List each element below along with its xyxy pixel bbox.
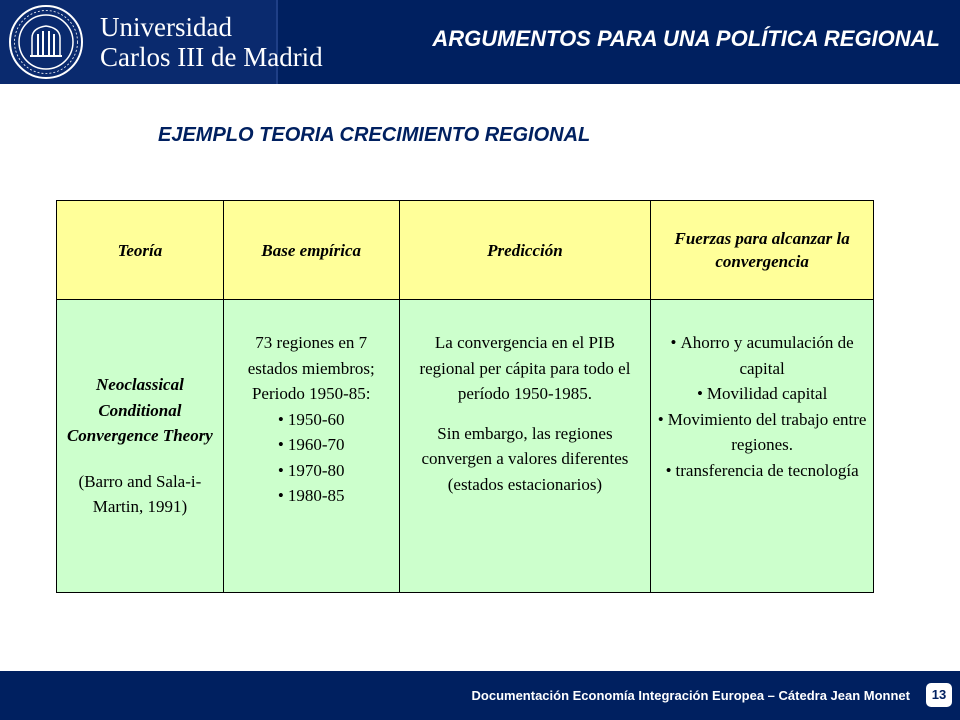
list-item [230, 458, 393, 484]
slide-title: ARGUMENTOS PARA UNA POLÍTICA REGIONAL [432, 26, 940, 51]
bullet-icon: • [277, 460, 284, 480]
list-item [230, 483, 393, 509]
page-number: 13 [926, 683, 952, 707]
period-list [230, 407, 393, 509]
bullet-icon: • [657, 409, 664, 429]
bullet-icon: • [670, 333, 677, 352]
university-seal-icon [8, 4, 84, 80]
table-header-row [57, 201, 874, 300]
header-base-empirica: Base empírica [223, 201, 399, 300]
theory-name: Neoclassical Conditional Convergence Theory [66, 375, 213, 446]
period-label: 1980-85 [287, 486, 345, 505]
header-teoria: Teoría [57, 201, 224, 300]
theory-cell [57, 300, 224, 593]
bullet-icon: • [277, 486, 284, 505]
university-logo [0, 0, 323, 84]
period-label: 1970-80 [287, 460, 345, 480]
prediction-paragraph-1: La convergencia en el PIB regional per cápita para todo el período 1950-1985. [419, 333, 631, 403]
university-name-line1: Universidad [100, 12, 232, 42]
bullet-icon: • [696, 384, 703, 403]
list-item [657, 407, 867, 458]
bullet-icon: • [665, 460, 672, 480]
force-label: Movilidad capital [706, 384, 828, 403]
period-label: 1960-70 [287, 435, 345, 454]
header-prediccion: Predicción [399, 201, 651, 300]
theory-reference: (Barro and Sala-i-Martin, 1991) [78, 471, 202, 517]
list-item [230, 407, 393, 433]
table-row [57, 300, 874, 593]
forces-list [657, 330, 867, 483]
prediction-cell [399, 300, 651, 593]
bullet-icon: • [277, 435, 284, 454]
section-subtitle: EJEMPLO TEORIA CRECIMIENTO REGIONAL [158, 124, 591, 146]
footer-text: Documentación Economía Integración Europea – Cátedra Jean Monnet [471, 688, 910, 703]
bullet-icon: • [277, 409, 284, 429]
theory-table [56, 200, 874, 593]
list-item [657, 458, 867, 484]
force-label: Ahorro y acumulación de capital [680, 333, 854, 378]
period-label: 1950-60 [287, 409, 345, 429]
empirical-intro: 73 regiones en 7 estados miembros; Periodo 1950-85: [247, 333, 375, 403]
list-item [657, 330, 867, 381]
prediction-paragraph-2: Sin embargo, las regiones convergen a valores diferentes (estados estacionarios) [421, 423, 629, 494]
footer-bar [0, 671, 960, 720]
list-item [230, 432, 393, 458]
header-bar [0, 0, 960, 84]
force-label: transferencia de tecnología [675, 460, 859, 480]
forces-cell [651, 300, 874, 593]
force-label: Movimiento del trabajo entre regiones. [667, 409, 867, 454]
university-name-line2: Carlos III de Madrid [100, 42, 323, 72]
list-item [657, 381, 867, 407]
empirical-cell [223, 300, 399, 593]
header-fuerzas: Fuerzas para alcanzar la convergencia [651, 201, 874, 300]
